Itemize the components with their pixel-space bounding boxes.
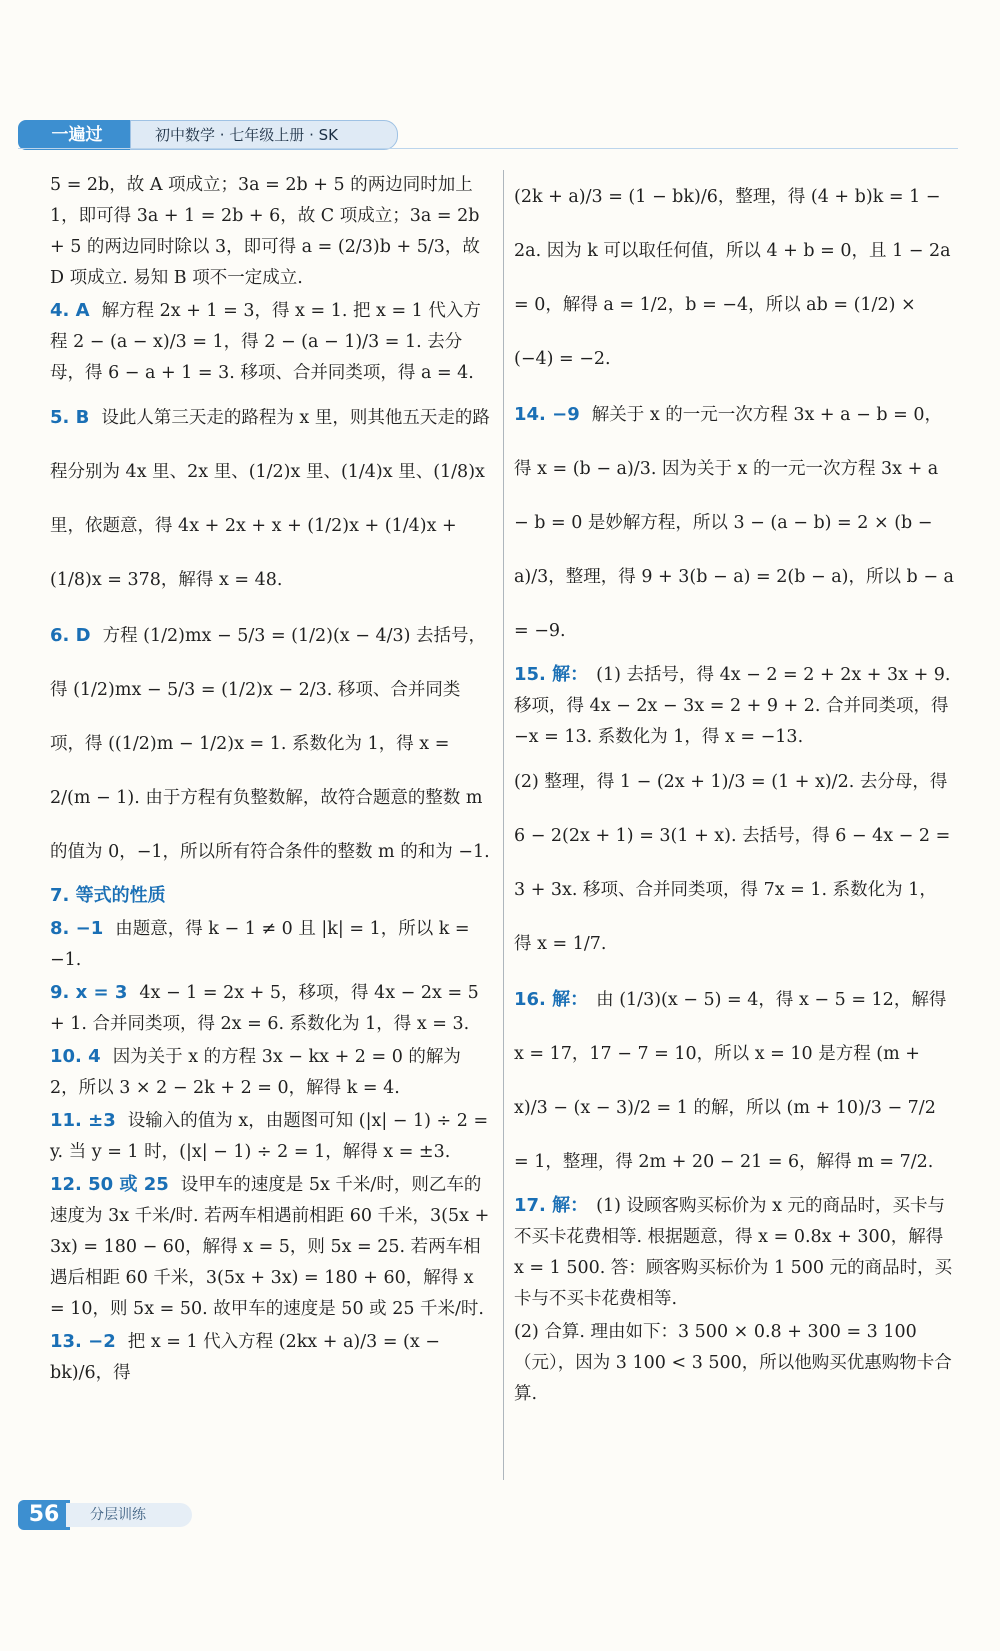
course-title: 初中数学 · 七年级上册 · SK (130, 120, 398, 150)
answer-number: 6. D (50, 625, 91, 646)
answer-number: 16. 解： (514, 989, 589, 1010)
answer-number: 12. 50 或 25 (50, 1174, 169, 1195)
answer-number: 9. x = 3 (50, 982, 128, 1003)
answer-text: (1) 去括号，得 4x − 2 = 2 + 2x + 3x + 9. 移项，得 4x − 2x − 3x = 2 + 9 + 2. 合并同类项，得 −x = 13. 系数化为 1，得 x = −13. (514, 665, 951, 747)
page-number: 56 (18, 1500, 70, 1530)
answer-block (50, 296, 490, 389)
answer-text: 由题意，得 k − 1 ≠ 0 且 |k| = 1，所以 k = −1. (50, 919, 470, 970)
answer-text: 方程 (1/2)mx − 5/3 = (1/2)(x − 4/3) 去括号，得 (1/2)mx − 5/3 = (1/2)x − 2/3. 移项、合并同类项，得 ((1/2)m − 1/2)x = 1. 系数化为 1，得 x = 2/(m − 1). 由于方程有负整数解，故符合题意的整数 m 的值为 0，−1，所以所有符合条件的整数 m 的和为 −1. (50, 626, 490, 862)
header-rule (18, 148, 958, 149)
answer-block (50, 609, 490, 879)
answer-text: 解关于 x 的一元一次方程 3x + a − b = 0，得 x = (b − a)/3. 因为关于 x 的一元一次方程 3x + a − b = 0 是妙解方程，所以 3 − (a − b) = 2 × (b − a)/3，整理，得 9 + 3(b − a) = 2(b − a)，所以 b − a = −9. (514, 405, 954, 641)
answer-block (50, 170, 490, 294)
answer-block (50, 1327, 490, 1389)
answer-number: 7. 等式的性质 (50, 885, 166, 906)
answer-number: 10. 4 (50, 1046, 101, 1067)
answer-block (514, 660, 954, 753)
page-header (18, 120, 978, 160)
answer-number: 15. 解： (514, 664, 589, 685)
answer-number: 5. B (50, 407, 90, 428)
brand-tab: 一遍过 (18, 120, 136, 150)
answer-block (514, 1191, 954, 1315)
column-divider (503, 170, 504, 1480)
answer-text: 5 = 2b，故 A 项成立；3a = 2b + 5 的两边同时加上 1，即可得 3a + 1 = 2b + 6，故 C 项成立；3a = 2b + 5 的两边同时除以 3，即可得 a = (2/3)b + 5/3，故 D 项成立. 易知 B 项不一定成立. (50, 175, 480, 288)
answer-number: 4. A (50, 300, 90, 321)
answer-block (50, 1170, 490, 1325)
answer-block (514, 1317, 954, 1410)
answer-text: (1) 设顾客购买标价为 x 元的商品时，买卡与不买卡花费相等. 根据题意，得 x = 0.8x + 300，解得 x = 1 500. 答：顾客购买标价为 1 500 元的商品时，买卡与不买卡花费相等. (514, 1196, 953, 1309)
answer-block (514, 755, 954, 971)
answer-text: 解方程 2x + 1 = 3，得 x = 1. 把 x = 1 代入方程 2 − (a − x)/3 = 1，得 2 − (a − 1)/3 = 1. 去分母，得 6 − a + 1 = 3. 移项、合并同类项，得 a = 4. (50, 301, 481, 383)
answer-number: 14. −9 (514, 404, 580, 425)
answer-text: 把 x = 1 代入方程 (2kx + a)/3 = (x − bk)/6，得 (50, 1332, 440, 1383)
answer-block (514, 973, 954, 1189)
answer-number: 17. 解： (514, 1195, 589, 1216)
answer-block (514, 170, 954, 386)
answer-text: 设甲车的速度是 5x 千米/时，则乙车的速度为 3x 千米/时. 若两车相遇前相距 60 千米，3(5x + 3x) = 180 − 60，解得 x = 5，则 5x = 25. 若两车相遇后相距 60 千米，3(5x + 3x) = 180 + 60，解得 x = 10，则 5x = 50. 故甲车的速度是 50 或 25 千米/时. (50, 1175, 490, 1319)
answer-number: 8. −1 (50, 918, 104, 939)
answer-text: 由 (1/3)(x − 5) = 4，得 x − 5 = 12，解得 x = 17，17 − 7 = 10，所以 x = 10 是方程 (m + x)/3 − (x − 3)/2 = 1 的解，所以 (m + 10)/3 − 7/2 = 1，整理，得 2m + 20 − 21 = 6，解得 m = 7/2. (514, 990, 947, 1172)
answer-number: 13. −2 (50, 1331, 116, 1352)
footer-label: 分层训练 (66, 1503, 192, 1527)
answer-text: 设此人第三天走的路程为 x 里，则其他五天走的路程分别为 4x 里、2x 里、(1/2)x 里、(1/4)x 里、(1/8)x 里，依题意，得 4x + 2x + x + (1/2)x + (1/4)x + (1/8)x = 378，解得 x = 48. (50, 408, 490, 590)
answer-text: (2) 整理，得 1 − (2x + 1)/3 = (1 + x)/2. 去分母，得 6 − 2(2x + 1) = 3(1 + x). 去括号，得 6 − 4x − 2 = 3 + 3x. 移项、合并同类项，得 7x = 1. 系数化为 1，得 x = 1/7. (514, 772, 951, 954)
answer-number: 11. ±3 (50, 1110, 116, 1131)
answer-text: (2k + a)/3 = (1 − bk)/6，整理，得 (4 + b)k = 1 − 2a. 因为 k 可以取任何值，所以 4 + b = 0，且 1 − 2a = 0，解得 a = 1/2，b = −4，所以 ab = (1/2) × (−4) = −2. (514, 187, 951, 369)
answer-block (50, 978, 490, 1040)
answer-block (50, 1042, 490, 1104)
answer-block (50, 914, 490, 976)
answer-text: 因为关于 x 的方程 3x − kx + 2 = 0 的解为 2，所以 3 × 2 − 2k + 2 = 0，解得 k = 4. (50, 1047, 461, 1098)
answer-block (514, 388, 954, 658)
answer-text: 4x − 1 = 2x + 5，移项，得 4x − 2x = 5 + 1. 合并同类项，得 2x = 6. 系数化为 1，得 x = 3. (50, 983, 479, 1034)
answer-block (50, 881, 490, 912)
answer-text: (2) 合算. 理由如下：3 500 × 0.8 + 300 = 3 100（元），因为 3 100 < 3 500，所以他购买优惠购物卡合算. (514, 1322, 952, 1404)
answer-text: 设输入的值为 x，由题图可知 (|x| − 1) ÷ 2 = y. 当 y = 1 时，(|x| − 1) ÷ 2 = 1，解得 x = ±3. (50, 1111, 489, 1162)
answer-block (50, 1106, 490, 1168)
left-column (50, 170, 490, 1391)
right-column (514, 170, 954, 1412)
answer-block (50, 391, 490, 607)
